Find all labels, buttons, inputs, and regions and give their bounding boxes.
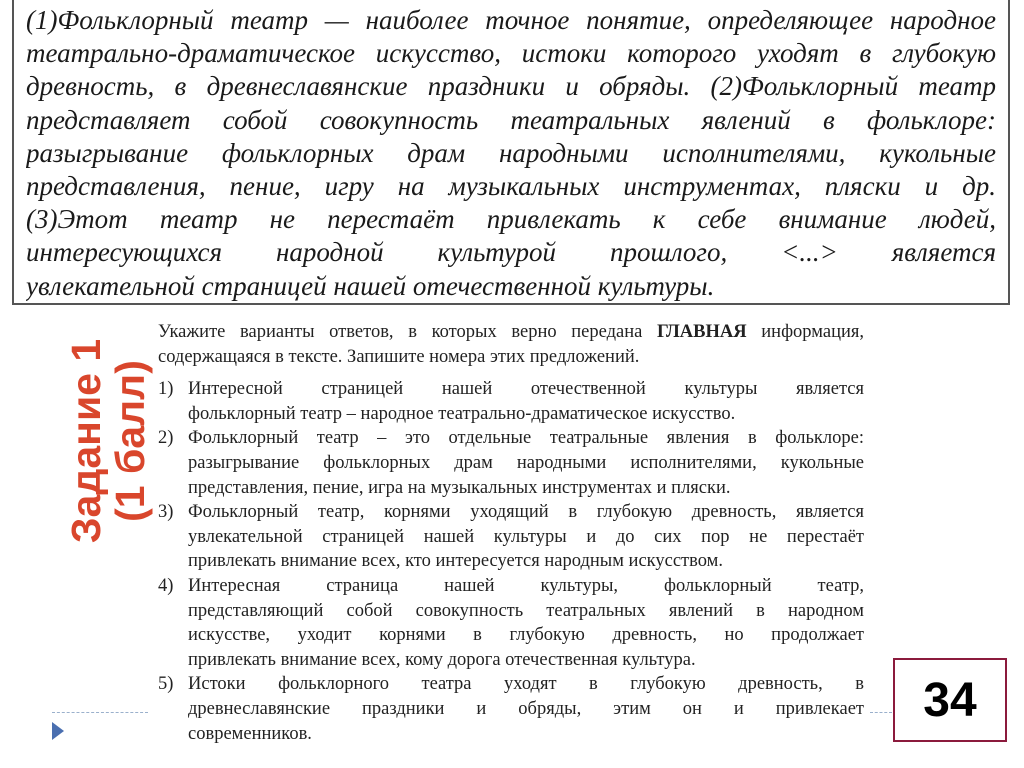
answer-option — [158, 377, 864, 426]
option-text — [188, 377, 864, 426]
option-line: Интересной страницей нашей отечественной культуры является — [188, 379, 864, 400]
passage-line: древность, в древнеславянские праздники и обряды. (2)Фольклорный театр — [26, 71, 996, 102]
option-number: 1) — [158, 379, 174, 400]
task-title — [62, 330, 154, 552]
option-number: 5) — [158, 674, 174, 695]
page-number: 34 — [923, 673, 977, 727]
option-line: Интересная страница нашей культуры, фольклорный театр, — [188, 575, 864, 596]
option-line: искусстве, уходит корнями в глубокую древность, но продолжает — [188, 625, 864, 646]
option-line: разыгрывание фольклорных драм народными исполнителями, кукольные — [188, 452, 864, 473]
option-line: фольклорный театр – народное театрально-драматическое искусство. — [188, 403, 736, 424]
divider-right — [870, 712, 892, 713]
option-text — [188, 500, 864, 574]
option-line: современников. — [188, 723, 312, 744]
task-block — [158, 320, 864, 746]
answer-option — [158, 672, 864, 746]
passage-line: разыгрывание фольклорных драм народными исполнителями, кукольные — [26, 137, 996, 168]
option-line: Истоки фольклорного театра уходят в глубокую древность, в — [188, 674, 864, 695]
passage-line: увлекательной страницей нашей отечественной культуры. — [26, 270, 715, 301]
task-title-line1: Задание 1 — [63, 338, 109, 544]
option-line: привлекать внимание всех, кому дорога отечественная культура. — [188, 649, 696, 670]
passage-line: (3)Этот театр не перестаёт привлекать к себе внимание людей, — [26, 204, 996, 235]
answer-option — [158, 426, 864, 500]
answer-option — [158, 574, 864, 672]
option-line: древнеславянские праздники и обряды, этим он и привлекает — [188, 698, 864, 719]
option-number: 2) — [158, 428, 174, 449]
source-text-box — [12, 0, 1010, 305]
option-line: представляющий собой совокупность театральных явлений в народном — [188, 600, 864, 621]
task-title-line2: (1 балл) — [107, 360, 153, 522]
option-line: привлекать внимание всех, кто интересуется народным искусством. — [188, 551, 723, 572]
question-text-end: информация, содержащаяся в тексте. Запишите номера этих предложений. — [158, 322, 865, 367]
question-text-start: Укажите варианты ответов, в которых верно передана — [158, 322, 658, 342]
option-text — [188, 574, 864, 672]
option-number: 4) — [158, 575, 174, 596]
option-number: 3) — [158, 502, 174, 523]
passage-line: театрально-драматическое искусство, истоки которого уходят в глубокую — [26, 38, 996, 69]
question-emphasis: ГЛАВНАЯ — [657, 322, 747, 342]
task-question — [158, 320, 864, 369]
option-text — [188, 426, 864, 500]
option-line: увлекательной страницей нашей культуры и до сих пор не перестаёт — [188, 526, 864, 547]
option-text — [188, 672, 864, 746]
answer-options-list — [158, 377, 864, 746]
option-line: Фольклорный театр – это отдельные театральные явления в фольклоре: — [188, 428, 864, 449]
passage-line: интересующихся народной культурой прошлого, <...> является — [26, 237, 996, 268]
passage-line: представляет собой совокупность театральных явлений в фольклоре: — [26, 104, 996, 135]
page-number-box — [893, 658, 1007, 742]
play-triangle-icon[interactable] — [52, 722, 64, 740]
divider-left — [52, 712, 148, 713]
answer-option — [158, 500, 864, 574]
passage-line: представления, пение, игру на музыкальных инструментах, пляски и др. — [26, 171, 996, 202]
passage-line: (1)Фольклорный театр — наиболее точное понятие, определяющее народное — [26, 5, 996, 35]
option-line: представления, пение, игра на музыкальных инструментах и пляски. — [188, 477, 731, 498]
option-line: Фольклорный театр, корнями уходящий в глубокую древность, является — [188, 502, 864, 523]
